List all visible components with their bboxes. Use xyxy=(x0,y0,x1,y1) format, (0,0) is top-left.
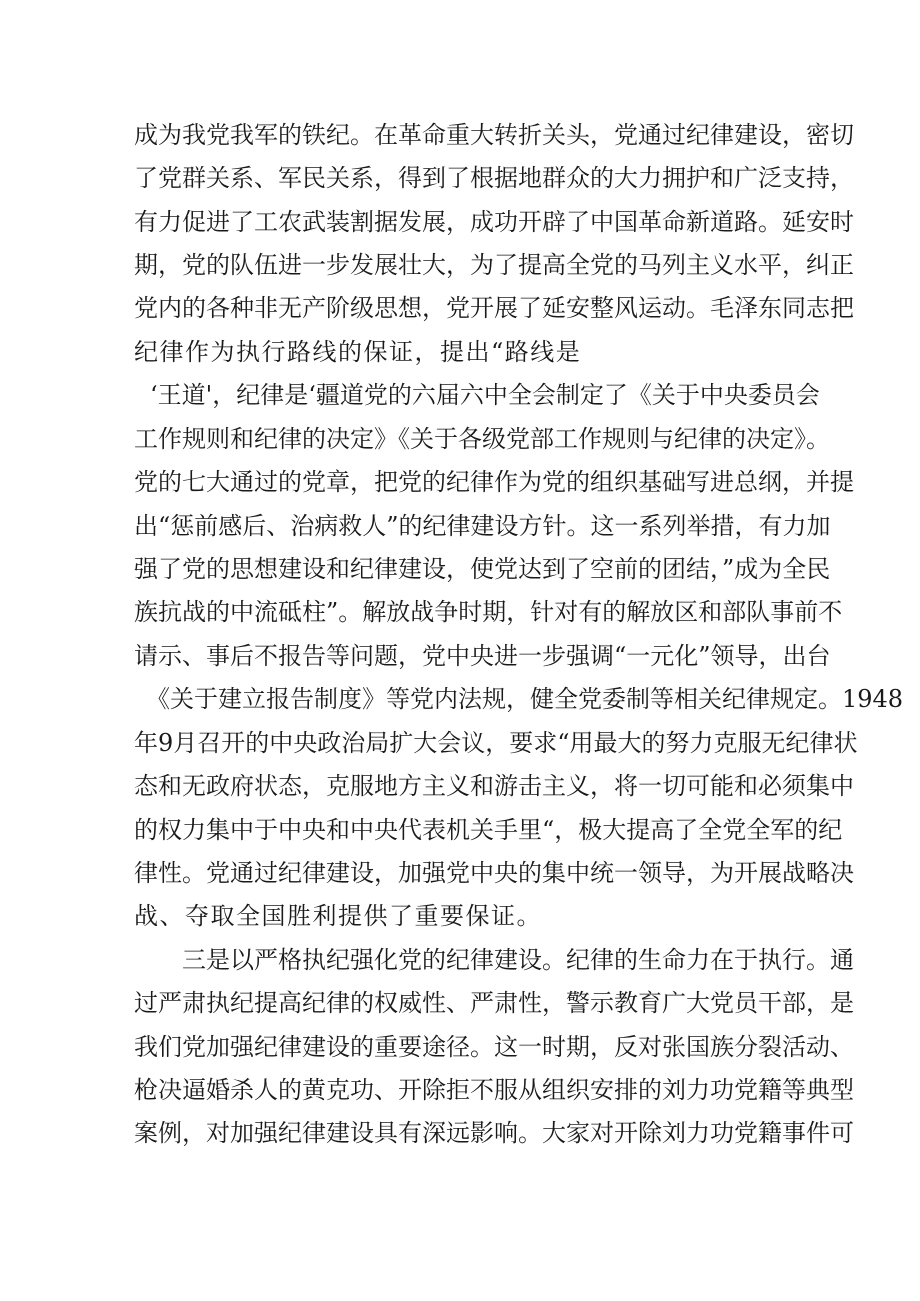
text-line: 的权力集中于中央和中央代表机关手里“，极大提高了全党全军的纪 xyxy=(134,816,843,844)
text-line: 年9月召开的中央政治局扩大会议，要求“用最大的努力克服无纪律状 xyxy=(134,729,858,757)
text-line: 族抗战的中流砥柱”。解放战争时期，针对有的解放区和部队事前不 xyxy=(134,598,843,626)
text-line: 党内的各种非无产阶级思想，党开展了延安整风运动。毛泽东同志把 xyxy=(134,294,854,322)
text-line: 强了党的思想建设和纪律建设，使党达到了空前的团结，”成为全民 xyxy=(134,555,831,583)
text-line: 态和无政府状态，克服地方主义和游击主义，将一切可能和必须集中 xyxy=(134,772,854,800)
text-line: 有力促进了工农武装割据发展，成功开辟了中国革命新道路。延安时 xyxy=(134,208,854,236)
text-line: ‘王道'，纪律是‘疆道党的六届六中全会制定了《关于中央委员会 xyxy=(150,381,820,409)
text-line: 期，党的队伍进一步发展壮大，为了提高全党的马列主义水平，纠正 xyxy=(134,251,854,279)
text-line: 请示、事后不报告等问题，党中央进一步强调“一元化”领导，出台 xyxy=(134,642,831,670)
text-line: 过严肃执纪提高纪律的权威性、严肃性，警示教育广大党员干部，是 xyxy=(134,989,854,1017)
text-line: 《关于建立报告制度》等党内法规，健全党委制等相关纪律规定。1948 xyxy=(146,685,904,713)
text-line: 纪律作为执行路线的保证，提出“路线是 xyxy=(134,338,582,366)
text-line: 案例，对加强纪律建设具有深远影响。大家对开除刘力功党籍事件可 xyxy=(134,1119,854,1147)
text-line: 党的七大通过的党章，把党的纪律作为党的组织基础写进总纲，并提 xyxy=(134,468,854,496)
text-line: 成为我党我军的铁纪。在革命重大转折关头，党通过纪律建设，密切 xyxy=(134,121,854,149)
text-line: 战、夺取全国胜利提供了重要保证。 xyxy=(134,902,542,930)
text-line: 律性。党通过纪律建设，加强党中央的集中统一领导，为开展战略决 xyxy=(134,859,854,887)
paragraph-start-line: 三是以严格执纪强化党的纪律建设。纪律的生命力在于执行。通 xyxy=(182,946,854,974)
text-line: 工作规则和纪律的决定》《关于各级党部工作规则与纪律的决定》。 xyxy=(134,425,830,453)
text-line: 我们党加强纪律建设的重要途径。这一时期，反对张国族分裂活动、 xyxy=(134,1033,854,1061)
text-line: 枪决逼婚杀人的黄克功、开除拒不服从组织安排的刘力功党籍等典型 xyxy=(134,1076,854,1104)
text-line: 出“惩前感后、治病救人”的纪律建设方针。这一系列举措，有力加 xyxy=(134,512,831,540)
text-line: 了党群关系、军民关系，得到了根据地群众的大力拥护和广泛支持， xyxy=(134,164,854,192)
